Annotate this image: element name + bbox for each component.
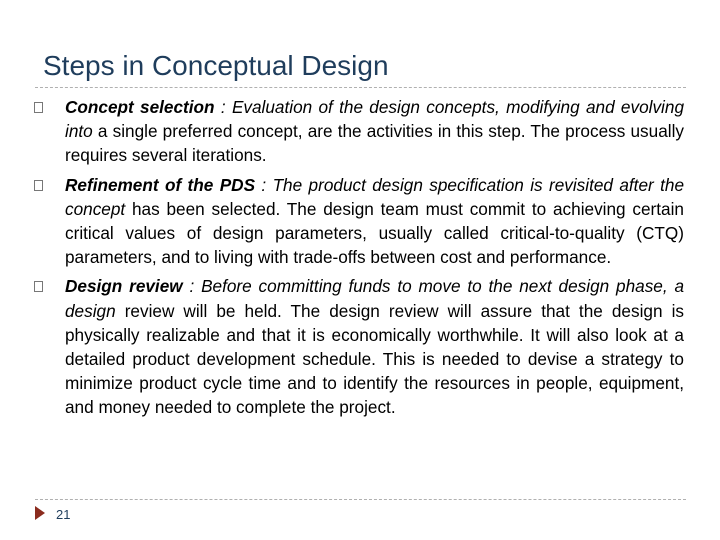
bullet-body-text: has been selected. The design team must commit to achieving certain critical values of design parameters, usually called critical-to-quality (CTQ) parameters, and to living with trade-offs between cost and performance. xyxy=(65,198,684,268)
bullet-separator: : xyxy=(214,97,232,117)
square-bullet-icon xyxy=(34,281,43,292)
bullet-term: Refinement of the PDS xyxy=(65,174,256,195)
square-bullet-icon xyxy=(34,102,43,113)
title-divider xyxy=(35,87,686,88)
bullet-italic-text: Evaluation of the design concepts, modifying and evolving into xyxy=(65,97,684,142)
bullet-body-text: review will be held. The design review will assure that the design is physically realizable and that it is economically worthwhile. It will also look at a detailed product development schedule. This is needed to devise a strategy to minimize product cycle time and to identify the resources in people, equipment, and money needed to complete the project. xyxy=(65,300,684,418)
bullet-separator: : xyxy=(182,276,202,297)
bullet-term: Concept selection xyxy=(65,97,215,117)
bullet-body-text: a single preferred concept, are the activities in this step. The process usually requires several iterations. xyxy=(65,121,684,166)
bullet-italic-text: Before committing funds to move to the next design phase, a design xyxy=(65,276,685,321)
bullet-list xyxy=(34,95,684,425)
bullet-item-design-review xyxy=(34,274,684,419)
bullet-separator: : xyxy=(255,174,273,195)
slide-title: Steps in Conceptual Design xyxy=(43,50,389,81)
bullet-term: Design review xyxy=(65,276,183,297)
bullet-italic-text: The product design specification is revisited after the concept xyxy=(65,174,684,219)
square-bullet-icon xyxy=(34,180,43,191)
bullet-item-concept-selection xyxy=(34,95,684,168)
footer-divider xyxy=(35,499,686,500)
page-number: 21 xyxy=(56,507,71,522)
footer-arrow-icon xyxy=(35,506,45,520)
bullet-item-refinement-pds xyxy=(34,173,684,270)
